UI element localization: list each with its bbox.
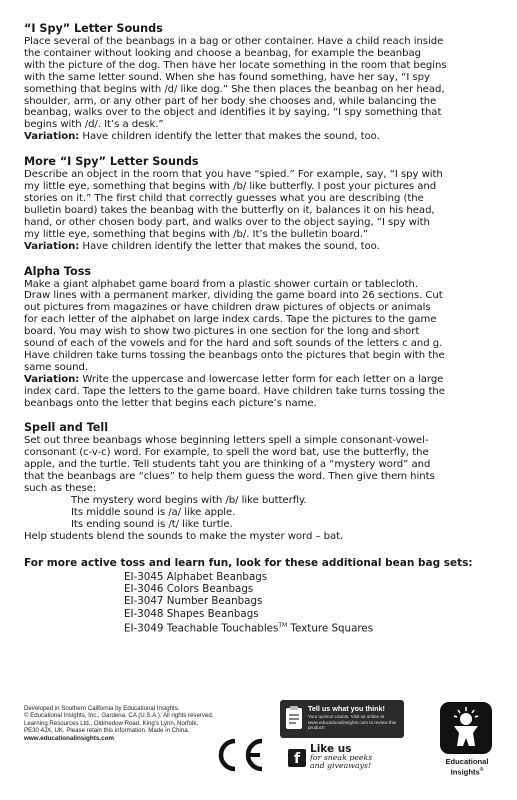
body-line: same sound.: [24, 361, 88, 373]
body-line: Make a giant alphabet game board from a plastic shower curtain or tablecloth.: [24, 278, 419, 290]
hint-line: Its ending sound is /t/ like turtle.: [71, 518, 233, 530]
variation-text: Have children identify the letter that makes the sound, too.: [79, 240, 380, 252]
body-line: Draw lines with a permanent marker, dividing the game board into 26 sections. Cut: [24, 290, 443, 302]
body-line: hand, or other chosen body part, and walks over to the object saying, “I spy with: [24, 216, 430, 228]
legal-line: © Educational Insights, Inc., Gardena, CA (U.S.A.). All rights reserved.: [24, 712, 214, 720]
body-line: with the same letter sound. When she has found something, have her say, “I spy: [24, 71, 430, 83]
body-line: such as these:: [24, 483, 97, 495]
facebook-promo: [310, 745, 390, 771]
section-title: More “I Spy” Letter Sounds: [24, 155, 199, 169]
closing-line: Help students blend the sounds to make the myster word – bat.: [24, 530, 344, 542]
body-line: board. You may wish to show two pictures in one section for the long and short: [24, 326, 420, 338]
set-item-name: EI-3049 Teachable Touchables: [124, 622, 279, 635]
variation-line: [24, 374, 498, 386]
hint-line: Its middle sound is /a/ like apple.: [71, 506, 236, 518]
figure-icon: [440, 702, 492, 754]
legal-line: Developed in Southern California by Educational Insights.: [24, 705, 180, 712]
set-item: EI-3046 Colors Beanbags: [124, 582, 254, 595]
section-body: [24, 279, 498, 410]
variation-line: [24, 131, 498, 143]
registered-mark: ®: [479, 767, 484, 774]
legal-info: [24, 705, 224, 742]
body-line: my little eye, something that begins with /b/. It’s the bulletin board.”: [24, 228, 369, 240]
legal-line: PE30 4JX, UK. Please retain this information. Made in China.: [24, 727, 190, 735]
body-line: sound of each of the vowels and for the hard and soft sounds of the letters c and g.: [24, 338, 443, 350]
feedback-subtitle: Your opinion counts. Visit us online at www.educationalinsights.com to review this product!: [308, 714, 397, 731]
more-sets-cta: For more active toss and learn fun, look for these additional bean bag sets:: [24, 556, 473, 569]
set-item: EI-3045 Alphabet Beanbags: [124, 570, 268, 583]
trademark: TM: [278, 621, 288, 629]
body-line: that the beanbags are “clues” to help them guess the word. Then give them hints: [24, 471, 435, 483]
section-body: [24, 36, 498, 143]
variation-line: [24, 241, 498, 253]
variation-label: Variation:: [24, 131, 80, 143]
body-line: Place several of the beanbags in a bag or other container. Have a child reach inside: [24, 36, 444, 47]
sets-list: [24, 571, 498, 635]
section-spell-and-tell: [24, 421, 498, 542]
promo-line: for sneak peeks: [310, 752, 373, 762]
body-line: begins with /d/. It’s a desk.”: [24, 119, 164, 131]
variation-line: beanbags onto the letter that begins each picture’s name.: [24, 397, 317, 409]
ce-mark-icon: [216, 737, 266, 773]
body-line: the container without looking and choose a beanbag, for example the beanbag: [24, 47, 421, 59]
set-item: EI-3048 Shapes Beanbags: [124, 607, 259, 620]
section-body: [24, 435, 498, 542]
body-line: Have children take turns tossing the beanbags onto the pictures that begin with the: [24, 349, 445, 361]
brand-line-text: Insights: [450, 767, 480, 777]
section-title: Alpha Toss: [24, 264, 92, 278]
brand-line: [432, 766, 502, 777]
set-item-suffix: Texture Squares: [287, 622, 374, 635]
body-line: Set out three beanbags whose beginning letters spell a simple consonant-vowel-: [24, 435, 429, 447]
body-line: shoulder, arm, or any other part of her body she chooses and, while balancing the: [24, 95, 437, 107]
facebook-icon: f: [288, 749, 306, 767]
like-us-text: Like us: [310, 743, 352, 755]
promo-line: and giveaways!: [310, 761, 372, 771]
body-line: my little eye, something that begins with /b/ like butterfly. I post your pictures and: [24, 181, 437, 193]
clipboard-icon: [284, 705, 304, 731]
body-line: bulletin board) takes the beanbag with the butterfly on it, balances it on his head,: [24, 204, 435, 216]
section-title: “I Spy” Letter Sounds: [24, 22, 163, 35]
variation-label: Variation:: [24, 373, 80, 385]
variation-text: Write the uppercase and lowercase letter form for each letter on a large: [79, 373, 444, 385]
website-url: www.educationalinsights.com: [24, 734, 115, 742]
feedback-title: Tell us what you think!: [308, 704, 385, 713]
body-line: out pictures from magazines or have children draw pictures of objects or animals: [24, 302, 431, 314]
feedback-banner: [280, 700, 404, 738]
legal-line: Learning Resources Ltd., Oldmedow Road, King’s Lynn, Norfolk,: [24, 719, 199, 727]
brand-name: [432, 758, 502, 777]
body-line: for each letter of the alphabet on large index cards. Tape the pictures to the game: [24, 314, 437, 326]
body-line: something that begins with /d/ like dog.” She then places the beanbag on her head,: [24, 83, 445, 95]
variation-line: index card. Tape the letters to the game board. Have children take turns tossing the: [24, 385, 445, 397]
section-i-spy: [24, 22, 498, 143]
body-line: stories on it.” The first child that correctly guesses what you are describing (the: [24, 192, 424, 204]
body-line: consonant (c-v-c) word. For example, to spell the word bat, use the butterfly, the: [24, 447, 429, 459]
section-title: Spell and Tell: [24, 421, 109, 435]
set-item: [124, 620, 498, 635]
variation-label: Variation:: [24, 240, 80, 252]
hint-line: The mystery word begins with /b/ like butterfly.: [71, 495, 307, 506]
variation-text: Have children identify the letter that makes the sound, too.: [79, 131, 380, 143]
section-body: [24, 169, 498, 252]
section-more-i-spy: [24, 155, 498, 252]
instructions-page: [24, 22, 498, 635]
section-alpha-toss: [24, 265, 498, 410]
body-line: with the picture of the dog. Then have her locate something in the room that begins: [24, 59, 447, 71]
body-line: beanbag, walks over to the object and identifies it by saying, “I spy something that: [24, 107, 442, 119]
set-item: EI-3047 Number Beanbags: [124, 595, 263, 608]
brand-logo-icon: [440, 702, 492, 754]
body-line: Describe an object in the room that you have “spied.” For example, say, “I spy with: [24, 169, 443, 181]
body-line: apple, and the turtle. Tell students taht you are thinking of a “mystery word” and: [24, 459, 431, 471]
brand-line: Educational: [445, 757, 489, 766]
